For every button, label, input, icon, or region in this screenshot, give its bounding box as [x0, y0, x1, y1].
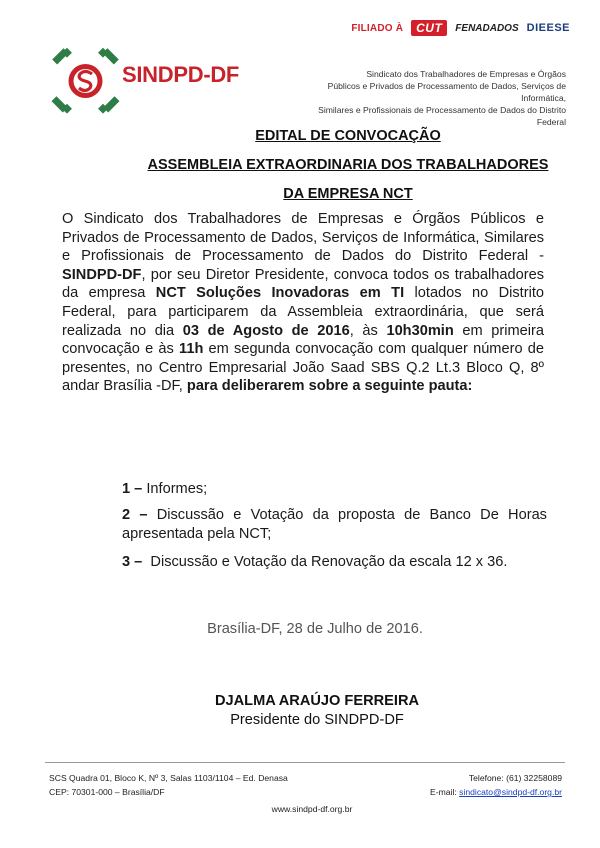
fenadados-logo: FENADADOS: [455, 22, 519, 34]
convocation-paragraph: [62, 210, 544, 396]
primeira-text: em primeira convocação e às: [62, 322, 544, 358]
agenda-item-text: Discussão e Votação da proposta de Banco De Horas apresentada pela NCT;: [122, 507, 547, 542]
deliberate-text: para deliberarem sobre a seguinte pauta:: [186, 378, 473, 395]
org-desc-line: Sindicato dos Trabalhadores de Empresas e Órgãos: [366, 69, 566, 79]
agenda-item: [122, 553, 547, 572]
agenda-item: [122, 480, 547, 499]
agenda-item-number: 2 –: [122, 507, 148, 523]
brand-name: SINDPD-DF: [122, 62, 240, 87]
org-desc-line: Públicos e Privados de Processamento de Dados, Serviços de Informática,: [327, 81, 566, 103]
second-call-time: 11h: [179, 341, 204, 358]
email-link[interactable]: sindicato@sindpd-df.org.br: [459, 787, 562, 797]
union-name: SINDPD-DF: [62, 266, 142, 283]
date-line: Brasília-DF, 28 de Julho de 2016.: [207, 621, 423, 637]
as-text: , às: [349, 322, 387, 339]
agenda-item-number: 3 –: [122, 554, 143, 570]
segunda-text: em segunda convocação com qualquer número de presentes, no Centro Empresarial João Saad SBS Q.2 Lt.3 Bloco Q, 8º andar Brasília -DF,: [62, 341, 544, 395]
affiliation-bar: [351, 20, 570, 36]
document-subtitle: ASSEMBLEIA EXTRAORDINARIA DOS TRABALHADORES: [147, 157, 549, 173]
document-subtitle-company: DA EMPRESA NCT: [283, 186, 413, 202]
footer-email: [430, 785, 562, 799]
agenda-item-number: 1 –: [122, 481, 143, 497]
organization-description: [301, 68, 566, 128]
email-label: E-mail:: [430, 787, 460, 797]
document-title: EDITAL DE CONVOCAÇÃO: [255, 128, 441, 144]
agenda-item: [122, 506, 547, 543]
lotados-text: lotados no Distrito Federal, para participarem da Assembleia extraordinária, que será realizada no dia: [62, 285, 544, 339]
affiliation-label: FILIADO À: [351, 22, 404, 34]
footer-address-line2: CEP: 70301-000 – Brasília/DF: [49, 787, 165, 797]
org-desc-line: Similares e Profissionais de Processamento de Dados do Distrito Federal: [318, 105, 566, 127]
footer-divider: [45, 762, 565, 763]
footer-website[interactable]: www.sindpd-df.org.br: [271, 804, 353, 814]
agenda-item-text: Discussão e Votação da Renovação da escala 12 x 36.: [142, 554, 508, 570]
company-name: NCT Soluções Inovadoras em TI: [155, 285, 405, 302]
intro-text: O Sindicato dos Trabalhadores de Empresas e Órgãos Públicos e Privados de Processamento de Dados, Serviços de Informática, Similares e Profissionais de Processamento de Dados do Distrito Federal -: [62, 211, 544, 265]
first-call-time: 10h30min: [386, 322, 454, 339]
signer-role: Presidente do SINDPD-DF: [230, 712, 404, 728]
convoca-text: , por seu Diretor Presidente, convoca todos os trabalhadores da empresa: [62, 266, 544, 302]
sindpd-logo-icon: [48, 45, 123, 117]
dieese-logo: DIEESE: [526, 22, 570, 34]
footer-phone: Telefone: (61) 32258089: [468, 773, 562, 783]
cut-logo: CUT: [411, 20, 447, 36]
footer-address-line1: SCS Quadra 01, Bloco K, Nº 3, Salas 1103/1104 – Ed. Denasa: [49, 773, 288, 783]
signer-name: DJALMA ARAÚJO FERREIRA: [214, 693, 420, 709]
agenda-item-text: Informes;: [142, 481, 208, 497]
meeting-date: 03 de Agosto de 2016: [182, 322, 350, 339]
